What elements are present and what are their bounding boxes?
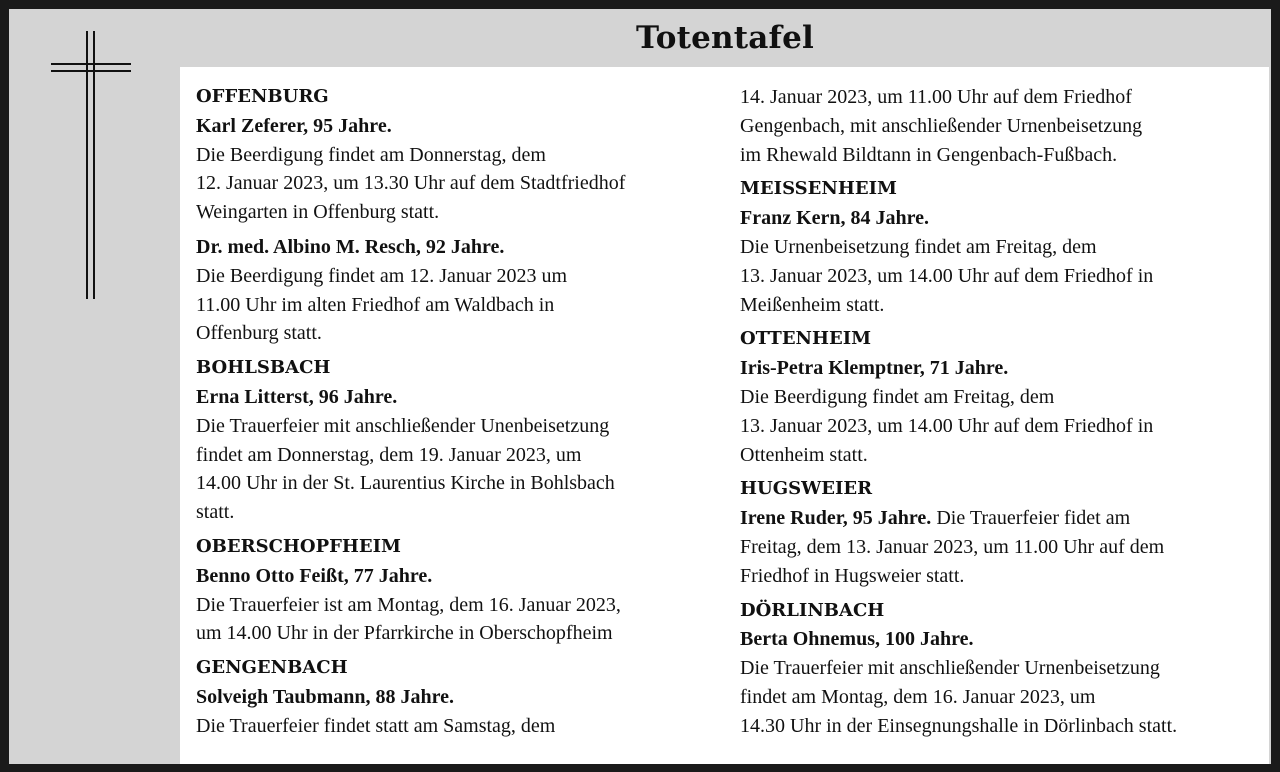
notice-text: Die Trauerfeier findet statt am Samstag, dem: [196, 714, 556, 737]
notice-name-line: [196, 112, 726, 141]
notice-text: findet am Donnerstag, dem 19. Januar 2023, um: [196, 443, 582, 466]
notice-section: [740, 325, 1265, 469]
town-heading: DÖRLINBACH: [740, 599, 885, 621]
notice-text: 13. Januar 2023, um 14.00 Uhr auf dem Friedhof in: [740, 414, 1154, 437]
notice-text: Meißenheim statt.: [740, 293, 885, 316]
notice-text: Offenburg statt.: [196, 322, 322, 345]
notice-section: [196, 533, 726, 648]
deceased-name: Dr. med. Albino M. Resch, 92 Jahre.: [196, 235, 505, 258]
spacer: [196, 741, 726, 747]
notice-text: Friedhof in Hugsweier statt.: [740, 564, 965, 587]
notice-text: 12. Januar 2023, um 13.30 Uhr auf dem Stadtfriedhof: [196, 172, 626, 195]
notice-text: 11.00 Uhr im alten Friedhof am Waldbach in: [196, 293, 555, 316]
notice-section: [740, 83, 1265, 169]
left-column: [196, 83, 726, 747]
notice-text: 14. Januar 2023, um 11.00 Uhr auf dem Friedhof: [740, 86, 1132, 108]
notice-section: [196, 83, 726, 348]
town-heading: BOHLSBACH: [196, 357, 331, 379]
notices-panel: [180, 67, 1269, 764]
town-heading: HUGSWEIER: [740, 478, 873, 500]
notice-text: 13. Januar 2023, um 14.00 Uhr auf dem Friedhof in: [740, 264, 1154, 287]
deceased-name: Benno Otto Feißt, 77 Jahre.: [196, 564, 433, 587]
notice-text: 14.00 Uhr in der St. Laurentius Kirche in Bohlsbach: [196, 472, 615, 495]
notice-text: Gengenbach, mit anschließender Urnenbeisetzung: [740, 114, 1143, 137]
spacer: [740, 741, 1265, 747]
notice-text: Die Beerdigung findet am Donnerstag, dem: [196, 143, 546, 166]
notice-name-line: [740, 625, 1265, 654]
notice-section: [196, 654, 726, 740]
notice-text: Freitag, dem 13. Januar 2023, um 11.00 Uhr auf dem: [740, 535, 1165, 558]
notice-name-line: [740, 204, 1265, 233]
page-title: Totentafel: [635, 19, 814, 56]
notice-text: Die Trauerfeier ist am Montag, dem 16. Januar 2023,: [196, 593, 621, 616]
notice-section: [740, 175, 1265, 319]
obituary-board: [9, 9, 1271, 764]
town-heading: OFFENBURG: [196, 86, 329, 107]
town-heading: OTTENHEIM: [740, 328, 872, 350]
notice-section: [740, 597, 1265, 741]
notice-name-line: [740, 504, 1265, 533]
cross-icon: [51, 31, 131, 299]
deceased-name: Berta Ohnemus, 100 Jahre.: [740, 628, 974, 651]
notice-section: [740, 475, 1265, 590]
notice-text: Die Urnenbeisetzung findet am Freitag, dem: [740, 235, 1097, 258]
deceased-name: Karl Zeferer, 95 Jahre.: [196, 114, 392, 137]
notice-text: im Rhewald Bildtann in Gengenbach-Fußbach.: [740, 143, 1118, 166]
town-heading: MEISSENHEIM: [740, 178, 897, 200]
notice-text: Die Trauerfeier mit anschließender Urnenbeisetzung: [740, 657, 1160, 680]
deceased-name: Erna Litterst, 96 Jahre.: [196, 385, 398, 408]
notice-text: 14.30 Uhr in der Einsegnungshalle in Dörlinbach statt.: [740, 714, 1178, 737]
notice-name-line: [196, 683, 726, 712]
deceased-name: Franz Kern, 84 Jahre.: [740, 207, 930, 230]
town-heading: GENGENBACH: [196, 657, 348, 679]
notice-text: Weingarten in Offenburg statt.: [196, 201, 440, 224]
right-column: [740, 83, 1265, 747]
notice-text: um 14.00 Uhr in der Pfarrkirche in Oberschopfheim: [196, 622, 613, 645]
notice-section: [196, 354, 726, 527]
town-heading: OBERSCHOPFHEIM: [196, 535, 401, 557]
notice-text: Die Beerdigung findet am 12. Januar 2023 um: [196, 264, 568, 287]
notice-name-line: [196, 562, 726, 591]
deceased-name: Irene Ruder, 95 Jahre.: [740, 507, 932, 530]
notice-text: statt.: [196, 501, 235, 524]
notice-name-line: [196, 233, 726, 262]
notice-text: Ottenheim statt.: [740, 443, 868, 466]
deceased-name: Solveigh Taubmann, 88 Jahre.: [196, 685, 455, 708]
notice-text: Die Trauerfeier fidet am: [931, 507, 1131, 530]
notice-name-line: [740, 354, 1265, 383]
notice-text: Die Beerdigung findet am Freitag, dem: [740, 385, 1055, 408]
notice-name-line: [196, 383, 726, 412]
notice-text: Die Trauerfeier mit anschließender Unenbeisetzung: [196, 414, 610, 437]
notice-text: findet am Montag, dem 16. Januar 2023, um: [740, 685, 1096, 708]
deceased-name: Iris-Petra Klemptner, 71 Jahre.: [740, 357, 1009, 380]
